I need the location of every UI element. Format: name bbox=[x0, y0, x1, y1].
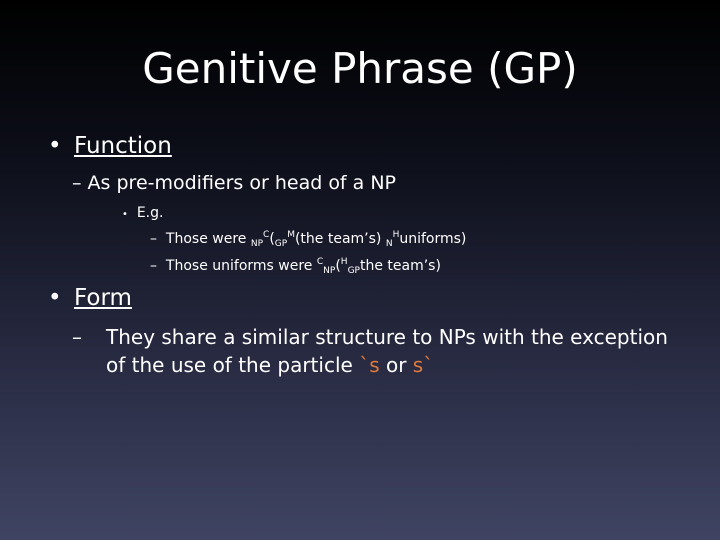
form-text-line2: of the use of the particle bbox=[106, 353, 360, 377]
example-2 bbox=[150, 257, 441, 276]
sub-bullet-premodifiers bbox=[72, 172, 396, 194]
subscript: NP bbox=[323, 266, 336, 276]
sub-bullet-text: As pre-modifiers or head of a NP bbox=[87, 172, 397, 194]
example-text: ( bbox=[269, 231, 275, 247]
subscript: N bbox=[385, 239, 393, 249]
particle-2: s` bbox=[412, 353, 434, 377]
slide-title: Genitive Phrase (GP) bbox=[142, 44, 578, 93]
superscript: M bbox=[287, 230, 295, 240]
bullet-icon: • bbox=[122, 209, 128, 220]
dash-icon: – bbox=[72, 172, 82, 194]
bullet-form bbox=[48, 285, 132, 311]
example-1 bbox=[150, 230, 466, 249]
bullet-function bbox=[48, 133, 172, 159]
form-text-line1: They share a similar structure to NPs with the exception bbox=[106, 325, 668, 349]
example-text: the team’s) bbox=[359, 258, 441, 274]
example-text: Those were bbox=[165, 231, 251, 247]
dash-icon: – bbox=[150, 258, 157, 274]
form-description bbox=[72, 323, 672, 379]
eg-bullet bbox=[122, 205, 163, 221]
eg-label: E.g. bbox=[136, 205, 164, 221]
example-text: (the team’s) bbox=[294, 231, 386, 247]
bullet-icon: • bbox=[48, 285, 62, 311]
bullet-form-label: Form bbox=[74, 285, 132, 311]
example-text: uniforms) bbox=[399, 231, 467, 247]
subscript: GP bbox=[347, 266, 360, 276]
dash-icon: – bbox=[72, 325, 82, 349]
bullet-function-label: Function bbox=[74, 133, 172, 159]
subscript: GP bbox=[274, 239, 288, 249]
dash-icon: – bbox=[150, 231, 157, 247]
superscript: H bbox=[340, 257, 348, 267]
superscript: C bbox=[316, 257, 324, 267]
superscript: C bbox=[263, 230, 270, 240]
particle-1: `s bbox=[359, 353, 380, 377]
bullet-icon: • bbox=[48, 133, 62, 159]
superscript: H bbox=[392, 230, 400, 240]
form-text-or: or bbox=[379, 353, 413, 377]
subscript: NP bbox=[250, 239, 264, 249]
example-text: Those uniforms were bbox=[165, 258, 317, 274]
example-text: ( bbox=[335, 258, 341, 274]
